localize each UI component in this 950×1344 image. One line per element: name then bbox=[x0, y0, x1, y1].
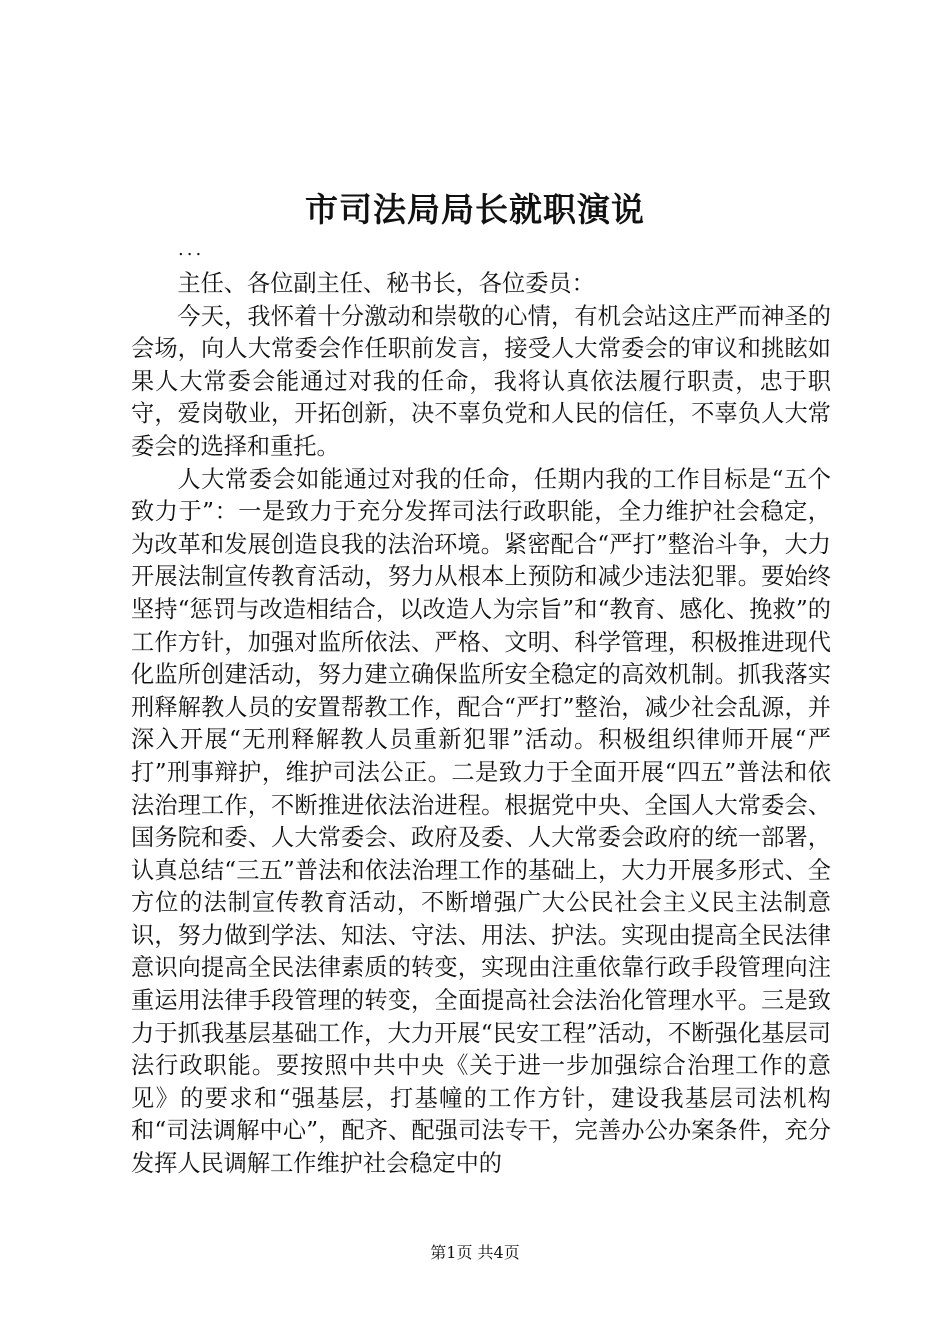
document-title: 市司法局局长就职演说 bbox=[305, 190, 645, 229]
page-number-footer: 第1页 共4页 bbox=[430, 1243, 520, 1262]
ellipsis-marker: ... bbox=[178, 239, 205, 260]
document-body bbox=[131, 268, 831, 1181]
salutation-paragraph: 主任、各位副主任、秘书长，各位委员： bbox=[177, 270, 595, 297]
body-paragraph: 人大常委会如能通过对我的任命，任期内我的工作目标是“五个致力于”：一是致力于充分发挥司法行政职能，全力维护社会稳定，为改革和发展创造良我的法治环境。紧密配合“严打”整治斗争，大力开展法制宣传教育活动，努力从根本上预防和减少违法犯罪。要始终坚持“惩罚与改造相结合，以改造人为宗旨”和“教育、感化、挽救”的工作方针，加强对监所依法、严格、文明、科学管理，积极推进现代化监所创建活动，努力建立确保监所安全稳定的高效机制。抓我落实刑释解教人员的安置帮教工作，配合“严打”整治，减少社会乱源，并深入开展“无刑释解教人员重新犯罪”活动。积极组织律师开展“严打”刑事辩护，维护司法公正。二是致力于全面开展“四五”普法和依法治理工作，不断推进依法治进程。根据党中央、全国人大常委会、国务院和委、人大常委会、政府及委、人大常委会政府的统一部署，认真总结“三五”普法和依法治理工作的基础上，大力开展多形式、全方位的法制宣传教育活动，不断增强广大公民社会主义民主法制意识，努力做到学法、知法、守法、用法、护法。实现由提高全民法律意识向提高全民法律素质的转变，实现由注重依靠行政手段管理向注重运用法律手段管理的转变，全面提高社会法治化管理水平。三是致力于抓我基层基础工作，大力开展“民安工程”活动，不断强化基层司法行政职能。要按照中共中央《关于进一步加强综合治理工作的意见》的要求和“强基层，打基幢的工作方针，建设我基层司法机构和“司法调解中心”，配齐、配强司法专干，完善办公办案条件，充分发挥人民调解工作维护社会稳定中的 bbox=[131, 465, 831, 1178]
body-paragraph: 今天，我怀着十分激动和崇敬的心情，有机会站这庄严而神圣的会场，向人大常委会作任职前发言，接受人大常委会的审议和挑眩如果人大常委会能通过对我的任命，我将认真依法履行职责，忠于职守，爱岗敬业，开拓创新，决不辜负党和人民的信任，不辜负人大常委会的选择和重托。 bbox=[131, 302, 831, 460]
